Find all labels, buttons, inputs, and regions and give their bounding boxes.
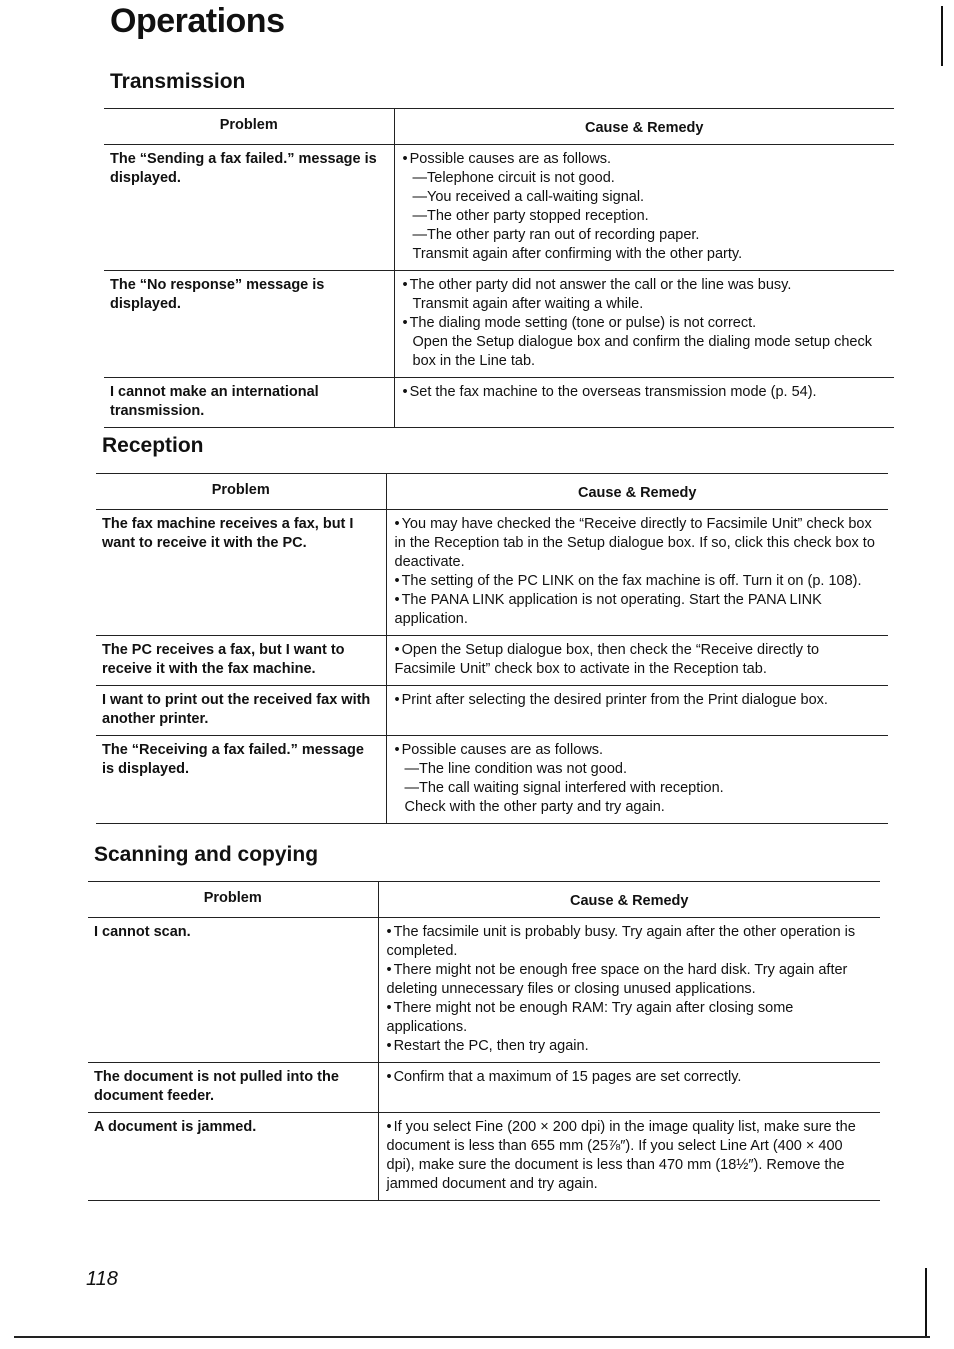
table-row — [96, 510, 888, 636]
cause-cell — [386, 686, 888, 736]
cause-line: —The call waiting signal interfered with reception. — [404, 780, 724, 796]
cause-cell — [386, 510, 888, 636]
cause-cell — [378, 918, 880, 1063]
page-number: 118 — [86, 1268, 118, 1290]
margin-rule — [941, 6, 943, 66]
table-row — [96, 736, 888, 824]
page-title: Operations — [110, 2, 285, 40]
cause-column-header: Cause & Remedy — [394, 109, 894, 145]
cause-line: Transmit again after confirming with the other party. — [412, 246, 743, 262]
problem-cell: The document is not pulled into the document feeder. — [88, 1063, 378, 1113]
cause-line: • The dialing mode setting (tone or pulse) is not correct. — [403, 314, 887, 333]
table-row — [104, 378, 894, 428]
problem-column-header: Problem — [96, 474, 386, 510]
cause-line: • There might not be enough free space on the hard disk. Try again after deleting unnecessary files or closing unused applications. — [387, 961, 873, 999]
cause-line: Open the Setup dialogue box and confirm the dialing mode setup check box in the Line tab. — [412, 334, 872, 369]
problem-cell: I cannot make an international transmission. — [104, 378, 394, 428]
cause-cell — [394, 378, 894, 428]
cause-line: • Possible causes are as follows. — [403, 150, 887, 169]
section-title-reception: Reception — [102, 434, 204, 457]
cause-cell — [386, 736, 888, 824]
cause-cell — [378, 1063, 880, 1113]
problem-cell: The “No response” message is displayed. — [104, 271, 394, 378]
table-row — [88, 918, 880, 1063]
cause-cell — [378, 1113, 880, 1201]
problem-cell: The “Receiving a fax failed.” message is displayed. — [96, 736, 386, 824]
cause-line: • The PANA LINK application is not operating. Start the PANA LINK application. — [395, 591, 881, 629]
table-header-row — [88, 882, 880, 918]
table-row — [88, 1063, 880, 1113]
cause-column-header: Cause & Remedy — [386, 474, 888, 510]
table-header-row — [104, 109, 894, 145]
cause-line: • The setting of the PC LINK on the fax machine is off. Turn it on (p. 108). — [395, 572, 881, 591]
margin-rule — [925, 1268, 927, 1338]
cause-column-header: Cause & Remedy — [378, 882, 880, 918]
cause-cell — [386, 636, 888, 686]
table-row — [96, 636, 888, 686]
cause-line: • Print after selecting the desired printer from the Print dialogue box. — [395, 691, 881, 710]
section-title-transmission: Transmission — [110, 70, 246, 93]
cause-line: Transmit again after waiting a while. — [412, 296, 644, 312]
problem-column-header: Problem — [88, 882, 378, 918]
transmission-table — [104, 108, 894, 428]
problem-cell: The “Sending a fax failed.” message is displayed. — [104, 145, 394, 271]
cause-line: • If you select Fine (200 × 200 dpi) in the image quality list, make sure the document is less than 655 mm (25⅞″). If you select Line Art (400 × 400 dpi), make sure the document is less than 470 mm (18½″). Remove the jammed document and try again. — [387, 1118, 873, 1194]
cause-line: • There might not be enough RAM: Try again after closing some applications. — [387, 999, 873, 1037]
table-row — [104, 145, 894, 271]
table-row — [104, 271, 894, 378]
cause-line: —The other party stopped reception. — [412, 208, 649, 224]
cause-line: • The other party did not answer the call or the line was busy. — [403, 276, 887, 295]
section-title-scanning-and-copying: Scanning and copying — [94, 843, 319, 866]
cause-line: • Open the Setup dialogue box, then check the “Receive directly to Facsimile Unit” check box to activate in the Reception tab. — [395, 641, 881, 679]
cause-line: —Telephone circuit is not good. — [412, 170, 615, 186]
cause-cell — [394, 145, 894, 271]
problem-cell: The fax machine receives a fax, but I want to receive it with the PC. — [96, 510, 386, 636]
cause-line: —You received a call-waiting signal. — [412, 189, 645, 205]
problem-cell: I want to print out the received fax with another printer. — [96, 686, 386, 736]
problem-cell: The PC receives a fax, but I want to receive it with the fax machine. — [96, 636, 386, 686]
cause-line: • Confirm that a maximum of 15 pages are set correctly. — [387, 1068, 873, 1087]
cause-line: —The other party ran out of recording paper. — [412, 227, 700, 243]
table-row — [96, 686, 888, 736]
cause-line: Check with the other party and try again. — [404, 799, 665, 815]
cause-line: • The facsimile unit is probably busy. Try again after the other operation is completed. — [387, 923, 873, 961]
problem-cell: A document is jammed. — [88, 1113, 378, 1201]
cause-line: • Possible causes are as follows. — [395, 741, 881, 760]
cause-line: —The line condition was not good. — [404, 761, 627, 777]
cause-cell — [394, 271, 894, 378]
footer-rule — [14, 1336, 930, 1338]
cause-line: • Restart the PC, then try again. — [387, 1037, 873, 1056]
cause-line: • You may have checked the “Receive directly to Facsimile Unit” check box in the Reception tab in the Setup dialogue box. If so, click this check box to deactivate. — [395, 515, 881, 572]
scanning-table — [88, 881, 880, 1201]
table-header-row — [96, 474, 888, 510]
problem-column-header: Problem — [104, 109, 394, 145]
problem-cell: I cannot scan. — [88, 918, 378, 1063]
cause-line: • Set the fax machine to the overseas transmission mode (p. 54). — [403, 383, 887, 402]
reception-table — [96, 473, 888, 824]
table-row — [88, 1113, 880, 1201]
